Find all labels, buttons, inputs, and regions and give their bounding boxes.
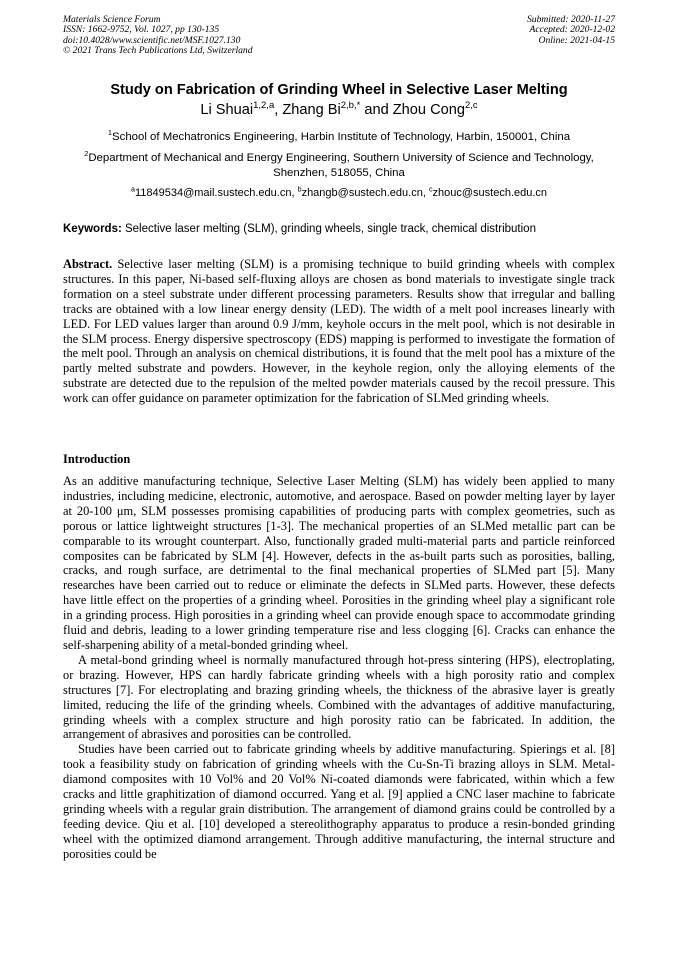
- affiliation-marker: 1: [107, 128, 113, 138]
- dates-header: [527, 15, 615, 46]
- author-name: Li Shuai: [200, 102, 254, 118]
- abstract-section: [63, 257, 615, 406]
- abstract-label: Abstract.: [63, 257, 113, 271]
- keywords-label: Keywords:: [63, 223, 122, 235]
- author-separator: and: [360, 102, 393, 118]
- email-address: zhangb@sustech.edu.cn: [301, 187, 423, 199]
- author-affiliation-marker: 2,c: [464, 100, 478, 112]
- email-address: zhouc@sustech.edu.cn: [432, 187, 548, 199]
- online-date: Online: 2021-04-15: [538, 34, 615, 46]
- abstract-text: Selective laser melting (SLM) is a promising technique to build grinding wheels with complex structures. In this paper, Ni-based self-fluxing alloys are chosen as bond materials to investigate single track formation on a steel substrate under different processing parameters. Results show that irregular and balling tracks are obtained with a low linear energy density (LED). The width of a melt pool increases linearly with LED. For LED values larger than around 0.9 J/mm, keyhole occurs in the melt pool, which is not desirable in the SLM process. Energy dispersive spectroscopy (EDS) mapping is performed to investigate the formation of the melt pool. Through an analysis on chemical distributions, it is found that the melt pool has a mixture of the partly melted substrate and powders. However, in the keyhole region, only the alloying elements of the substrate are detected due to the repulsion of the melted powder materials caused by the recoil pressure. This work can offer guidance on parameter optimization for the fabrication of SLMed grinding wheels.: [63, 257, 615, 406]
- doi-line: doi:10.4028/www.scientific.net/MSF.1027.130: [63, 34, 241, 46]
- journal-name: Materials Science Forum: [63, 14, 161, 25]
- author-affiliation-marker: 1,2,a: [253, 100, 275, 112]
- email-separator: ,: [422, 187, 429, 199]
- affiliation-text: School of Mechatronics Engineering, Harbin Institute of Technology, Harbin, 150001, China: [112, 131, 571, 143]
- issn-line: ISSN: 1662-9752, Vol. 1027, pp 130-135: [63, 24, 220, 36]
- journal-header: [63, 15, 253, 57]
- keywords-line: [63, 223, 623, 235]
- email-separator: ,: [291, 187, 298, 199]
- introduction-heading: Introduction: [63, 452, 131, 466]
- introduction-body: [63, 474, 615, 862]
- affiliation-1: [60, 130, 618, 145]
- email-marker: c: [428, 185, 433, 194]
- email-marker: b: [297, 185, 302, 194]
- introduction-paragraph: A metal-bond grinding wheel is normally manufactured through hot-press sintering (HPS), electroplating, or brazing. However, HPS can hardly fabricate grinding wheels with a high porosity ratio and complex structures [7]. For electroplating and brazing grinding wheels, the thickness of the abrasive layer is greatly limited, reducing the life of the grinding wheels. Combined with the advantages of additive manufacturing, grinding wheels with a complex structure and high porosity ratio can be fabricated. In addition, the arrangement of abrasives and porosities can be controlled.: [63, 652, 615, 742]
- author-separator: ,: [274, 102, 283, 118]
- author-list: [40, 102, 638, 118]
- accepted-date: Accepted: 2020-12-02: [529, 24, 615, 36]
- affiliation-2: [60, 151, 618, 181]
- keywords-text: Selective laser melting (SLM), grinding wheels, single track, chemical distribution: [121, 223, 536, 235]
- affiliation-marker: 2: [84, 149, 89, 159]
- copyright-line: © 2021 Trans Tech Publications Ltd, Switzerland: [63, 45, 253, 57]
- author-name: Zhang Bi: [282, 102, 341, 118]
- author-name: Zhou Cong: [392, 102, 465, 118]
- introduction-paragraph: Studies have been carried out to fabricate grinding wheels by additive manufacturing. Spierings et al. [8] took a feasibility study on fabrication of grinding wheels with the Cu-Sn-Ti brazing alloys in SLM. Metal-diamond composites with 10 Vol% and 20 Vol% Ni-coated diamonds were fabricated, within which a few cracks and little graphitization of diamond occurred. Yang et al. [9] applied a CNC laser machine to fabricate grinding wheels with a regular grain distribution. The arrangement of diamond grains could be controlled by a feeding device. Qiu et al. [10] developed a stereolithography apparatus to produce a resin-bonded grinding wheel with the optimized diamond arrangement. Through additive manufacturing, the internal structure and porosities could be: [63, 742, 615, 861]
- email-marker: a: [130, 185, 135, 194]
- affiliation-text: Department of Mechanical and Energy Engineering, Southern University of Science and Technology, Shenzhen, 518055, China: [88, 152, 594, 179]
- author-affiliation-marker: 2,b,*: [340, 100, 361, 112]
- introduction-paragraph: As an additive manufacturing technique, Selective Laser Melting (SLM) has widely been applied to many industries, including medicine, electronic, automotive, and aerospace. Based on powder melting layer by layer at 20-100 μm, SLM possesses promising capabilities of producing parts with complex geometries, such as porous or lattice lightweight structures [1-3]. The mechanical properties of an SLMed metallic part can be comparable to its wrought counterpart. Also, functionally graded multi-material parts and particle reinforced composites can be fabricated by SLM [4]. However, defects in the as-built parts such as porosities, balling, cracks, and rough surface, are detrimental to the final mechanical properties of SLMed part [5]. Many researches have been carried out to reduce or eliminate the defects in SLMed parts. However, these defects have little effect on the properties of a grinding wheel. Porosities in the grinding wheel play a significant role in a grinding process. High porosities in a grinding wheel can provide enough space to accommodate grinding fluid and debris, leading to a lower grinding temperature rise and less clogging [6]. Cracks can enhance the self-sharpening ability of a metal-bonded grinding wheel.: [63, 474, 615, 652]
- email-address: 11849534@mail.sustech.edu.cn: [134, 187, 292, 199]
- submitted-date: Submitted: 2020-11-27: [526, 14, 615, 25]
- paper-title: Study on Fabrication of Grinding Wheel in Selective Laser Melting: [110, 82, 568, 98]
- author-emails: [60, 186, 618, 201]
